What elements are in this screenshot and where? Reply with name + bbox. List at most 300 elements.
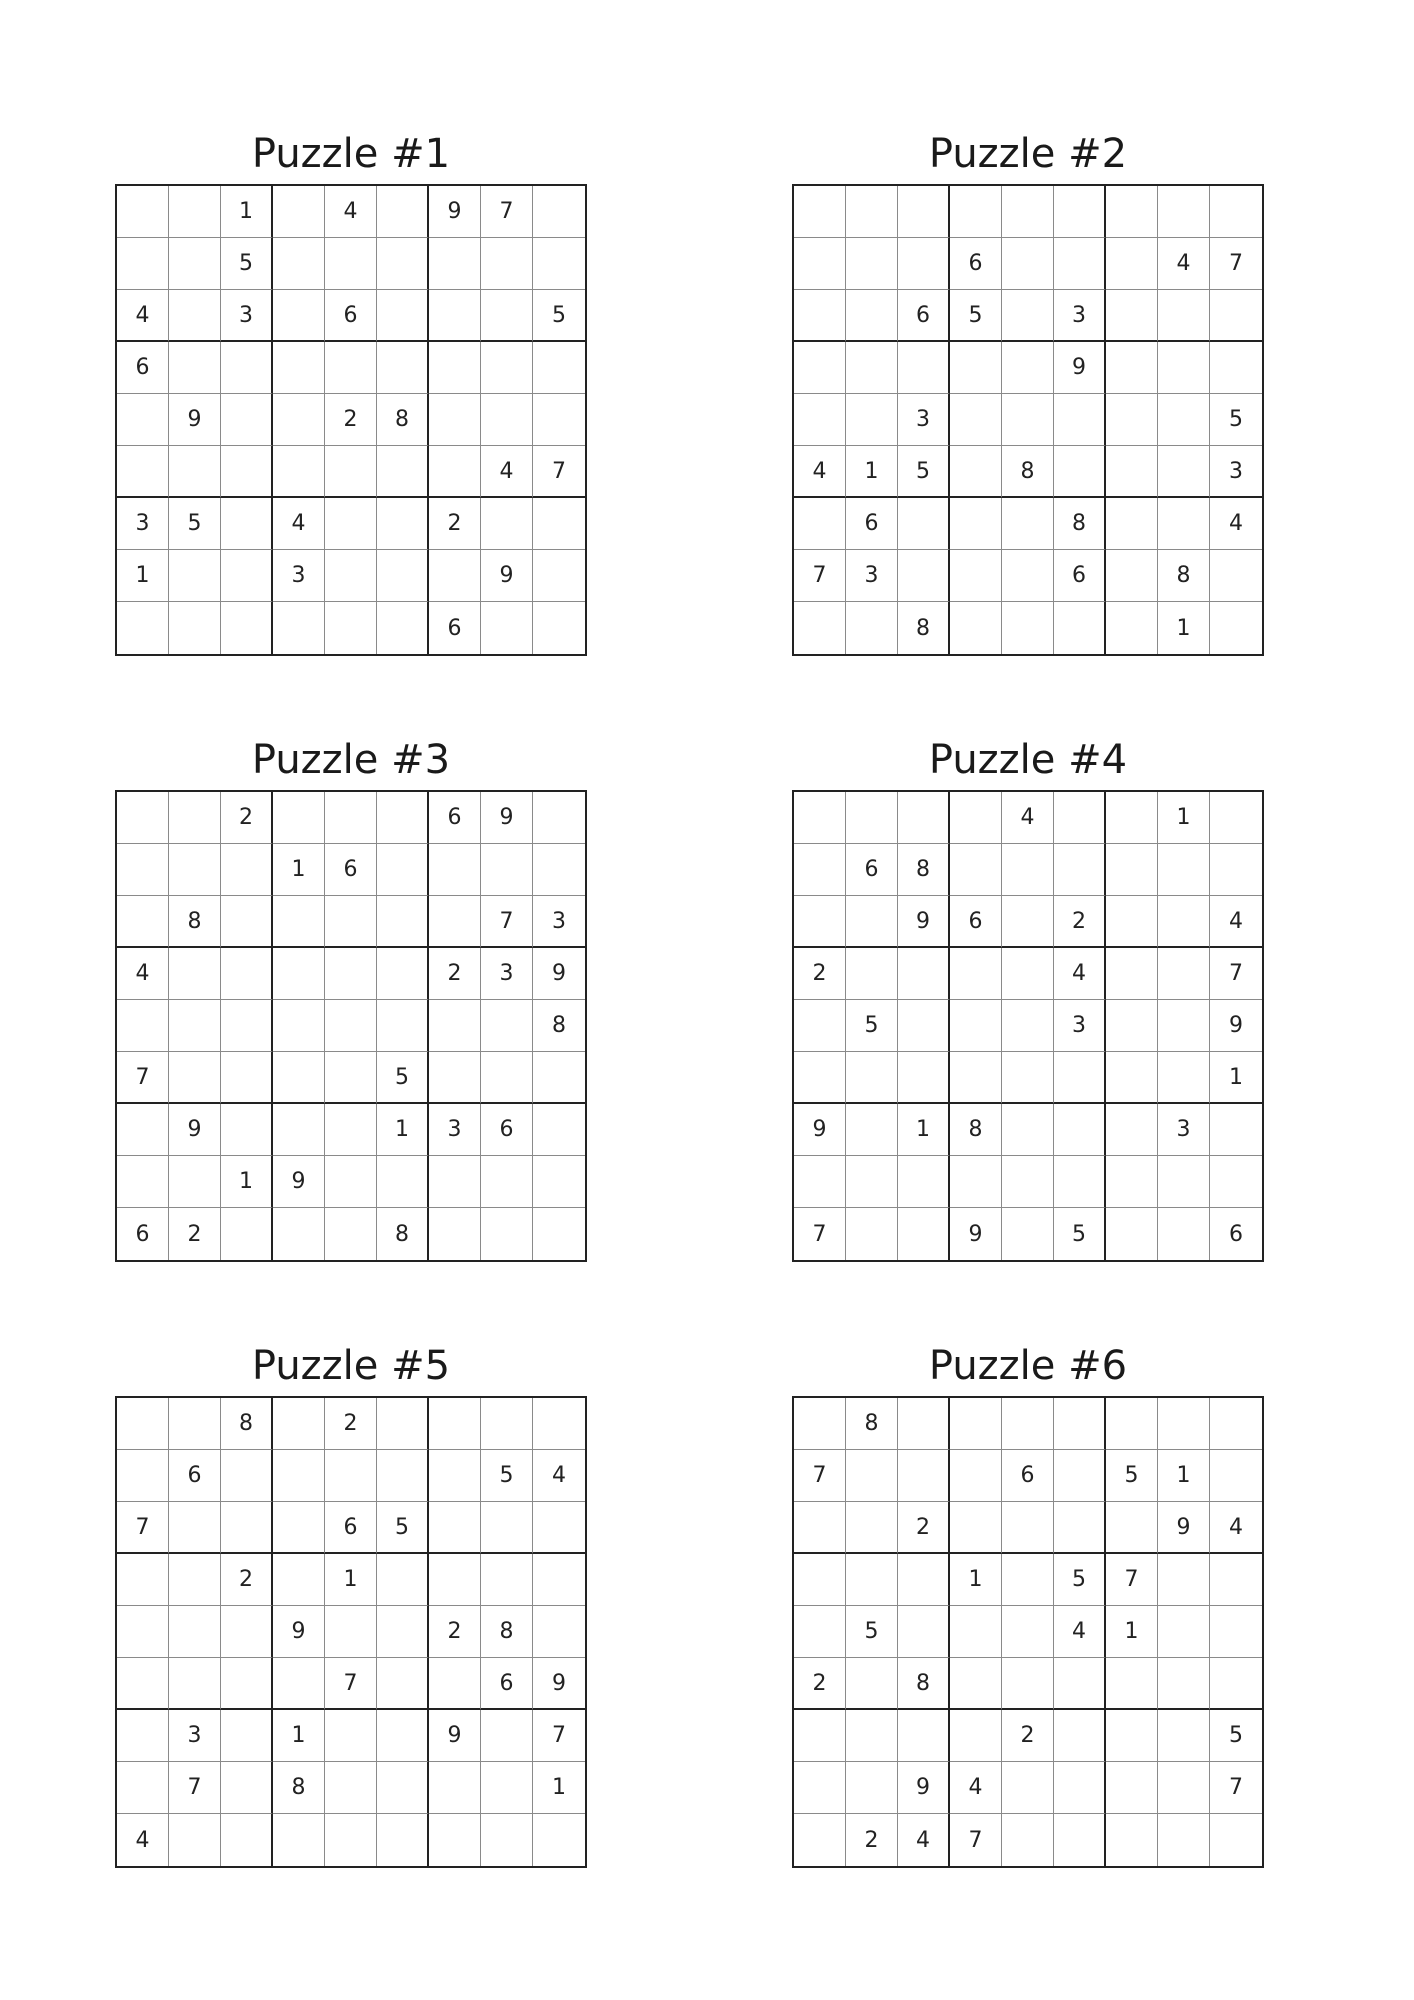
empty-cell[interactable]: [377, 1658, 429, 1710]
empty-cell[interactable]: [1106, 498, 1158, 550]
empty-cell[interactable]: [169, 1502, 221, 1554]
empty-cell[interactable]: [221, 602, 273, 654]
empty-cell[interactable]: [273, 1450, 325, 1502]
empty-cell[interactable]: [846, 1156, 898, 1208]
empty-cell[interactable]: [1054, 186, 1106, 238]
empty-cell[interactable]: [1210, 844, 1262, 896]
empty-cell[interactable]: [117, 896, 169, 948]
empty-cell[interactable]: [1106, 186, 1158, 238]
empty-cell[interactable]: [1158, 186, 1210, 238]
empty-cell[interactable]: [325, 1156, 377, 1208]
empty-cell[interactable]: [794, 844, 846, 896]
empty-cell[interactable]: [794, 1502, 846, 1554]
empty-cell[interactable]: [221, 1814, 273, 1866]
empty-cell[interactable]: [794, 1398, 846, 1450]
empty-cell[interactable]: [1002, 394, 1054, 446]
empty-cell[interactable]: [377, 1398, 429, 1450]
empty-cell[interactable]: [846, 1710, 898, 1762]
empty-cell[interactable]: [1158, 342, 1210, 394]
empty-cell[interactable]: [1106, 550, 1158, 602]
empty-cell[interactable]: [481, 1710, 533, 1762]
empty-cell[interactable]: [950, 1000, 1002, 1052]
empty-cell[interactable]: [117, 446, 169, 498]
empty-cell[interactable]: [794, 1052, 846, 1104]
empty-cell[interactable]: [950, 948, 1002, 1000]
empty-cell[interactable]: [169, 1606, 221, 1658]
empty-cell[interactable]: [950, 446, 1002, 498]
empty-cell[interactable]: [325, 1450, 377, 1502]
empty-cell[interactable]: [1158, 948, 1210, 1000]
empty-cell[interactable]: [1158, 1814, 1210, 1866]
empty-cell[interactable]: [169, 446, 221, 498]
empty-cell[interactable]: [221, 1052, 273, 1104]
empty-cell[interactable]: [429, 238, 481, 290]
empty-cell[interactable]: [898, 1450, 950, 1502]
empty-cell[interactable]: [1054, 446, 1106, 498]
empty-cell[interactable]: [1002, 1104, 1054, 1156]
empty-cell[interactable]: [898, 1554, 950, 1606]
empty-cell[interactable]: [898, 948, 950, 1000]
empty-cell[interactable]: [325, 1000, 377, 1052]
empty-cell[interactable]: [1002, 550, 1054, 602]
empty-cell[interactable]: [221, 896, 273, 948]
empty-cell[interactable]: [169, 1052, 221, 1104]
empty-cell[interactable]: [846, 1502, 898, 1554]
empty-cell[interactable]: [1054, 1398, 1106, 1450]
empty-cell[interactable]: [117, 1450, 169, 1502]
empty-cell[interactable]: [1210, 342, 1262, 394]
empty-cell[interactable]: [429, 550, 481, 602]
empty-cell[interactable]: [169, 1554, 221, 1606]
empty-cell[interactable]: [533, 602, 585, 654]
empty-cell[interactable]: [221, 1000, 273, 1052]
empty-cell[interactable]: [429, 394, 481, 446]
empty-cell[interactable]: [117, 1762, 169, 1814]
empty-cell[interactable]: [1106, 446, 1158, 498]
empty-cell[interactable]: [377, 186, 429, 238]
empty-cell[interactable]: [1054, 1658, 1106, 1710]
empty-cell[interactable]: [1210, 1814, 1262, 1866]
empty-cell[interactable]: [325, 896, 377, 948]
empty-cell[interactable]: [1210, 1156, 1262, 1208]
empty-cell[interactable]: [1054, 1710, 1106, 1762]
empty-cell[interactable]: [1002, 1606, 1054, 1658]
empty-cell[interactable]: [1210, 186, 1262, 238]
empty-cell[interactable]: [1158, 1762, 1210, 1814]
empty-cell[interactable]: [1106, 1762, 1158, 1814]
empty-cell[interactable]: [898, 498, 950, 550]
empty-cell[interactable]: [273, 238, 325, 290]
empty-cell[interactable]: [794, 186, 846, 238]
empty-cell[interactable]: [117, 602, 169, 654]
empty-cell[interactable]: [273, 1658, 325, 1710]
empty-cell[interactable]: [221, 446, 273, 498]
empty-cell[interactable]: [325, 342, 377, 394]
empty-cell[interactable]: [169, 844, 221, 896]
empty-cell[interactable]: [1106, 1052, 1158, 1104]
empty-cell[interactable]: [481, 238, 533, 290]
empty-cell[interactable]: [169, 792, 221, 844]
empty-cell[interactable]: [117, 238, 169, 290]
empty-cell[interactable]: [1210, 1104, 1262, 1156]
empty-cell[interactable]: [273, 896, 325, 948]
empty-cell[interactable]: [117, 1606, 169, 1658]
empty-cell[interactable]: [169, 1814, 221, 1866]
empty-cell[interactable]: [1002, 1052, 1054, 1104]
empty-cell[interactable]: [273, 342, 325, 394]
empty-cell[interactable]: [950, 1502, 1002, 1554]
empty-cell[interactable]: [898, 550, 950, 602]
empty-cell[interactable]: [898, 1710, 950, 1762]
empty-cell[interactable]: [1106, 896, 1158, 948]
empty-cell[interactable]: [325, 446, 377, 498]
empty-cell[interactable]: [429, 342, 481, 394]
empty-cell[interactable]: [533, 1554, 585, 1606]
empty-cell[interactable]: [325, 1710, 377, 1762]
empty-cell[interactable]: [898, 1052, 950, 1104]
empty-cell[interactable]: [794, 1554, 846, 1606]
empty-cell[interactable]: [1054, 792, 1106, 844]
empty-cell[interactable]: [221, 498, 273, 550]
empty-cell[interactable]: [325, 1814, 377, 1866]
empty-cell[interactable]: [533, 342, 585, 394]
empty-cell[interactable]: [533, 186, 585, 238]
empty-cell[interactable]: [1054, 1502, 1106, 1554]
empty-cell[interactable]: [1002, 1554, 1054, 1606]
empty-cell[interactable]: [169, 602, 221, 654]
empty-cell[interactable]: [1002, 1208, 1054, 1260]
empty-cell[interactable]: [846, 948, 898, 1000]
empty-cell[interactable]: [429, 1398, 481, 1450]
empty-cell[interactable]: [117, 1554, 169, 1606]
empty-cell[interactable]: [950, 1398, 1002, 1450]
empty-cell[interactable]: [169, 1156, 221, 1208]
empty-cell[interactable]: [1158, 1658, 1210, 1710]
empty-cell[interactable]: [169, 1658, 221, 1710]
empty-cell[interactable]: [1158, 896, 1210, 948]
empty-cell[interactable]: [846, 186, 898, 238]
empty-cell[interactable]: [377, 1156, 429, 1208]
empty-cell[interactable]: [429, 446, 481, 498]
empty-cell[interactable]: [325, 948, 377, 1000]
empty-cell[interactable]: [1158, 498, 1210, 550]
empty-cell[interactable]: [1054, 1814, 1106, 1866]
empty-cell[interactable]: [273, 1502, 325, 1554]
empty-cell[interactable]: [1106, 792, 1158, 844]
empty-cell[interactable]: [533, 1814, 585, 1866]
empty-cell[interactable]: [950, 342, 1002, 394]
empty-cell[interactable]: [377, 844, 429, 896]
empty-cell[interactable]: [169, 290, 221, 342]
empty-cell[interactable]: [117, 1104, 169, 1156]
empty-cell[interactable]: [481, 1502, 533, 1554]
empty-cell[interactable]: [1002, 1398, 1054, 1450]
empty-cell[interactable]: [1002, 1502, 1054, 1554]
empty-cell[interactable]: [377, 1762, 429, 1814]
empty-cell[interactable]: [273, 602, 325, 654]
empty-cell[interactable]: [1054, 1156, 1106, 1208]
empty-cell[interactable]: [1002, 186, 1054, 238]
empty-cell[interactable]: [898, 792, 950, 844]
empty-cell[interactable]: [533, 1104, 585, 1156]
empty-cell[interactable]: [117, 1658, 169, 1710]
empty-cell[interactable]: [794, 498, 846, 550]
empty-cell[interactable]: [533, 394, 585, 446]
empty-cell[interactable]: [481, 1156, 533, 1208]
empty-cell[interactable]: [273, 1104, 325, 1156]
empty-cell[interactable]: [794, 792, 846, 844]
empty-cell[interactable]: [794, 1000, 846, 1052]
empty-cell[interactable]: [429, 896, 481, 948]
empty-cell[interactable]: [429, 1554, 481, 1606]
empty-cell[interactable]: [950, 1606, 1002, 1658]
empty-cell[interactable]: [898, 1000, 950, 1052]
empty-cell[interactable]: [481, 1052, 533, 1104]
empty-cell[interactable]: [325, 498, 377, 550]
empty-cell[interactable]: [221, 1762, 273, 1814]
empty-cell[interactable]: [221, 1450, 273, 1502]
empty-cell[interactable]: [429, 1450, 481, 1502]
empty-cell[interactable]: [325, 1104, 377, 1156]
empty-cell[interactable]: [950, 602, 1002, 654]
empty-cell[interactable]: [1106, 1502, 1158, 1554]
empty-cell[interactable]: [1106, 1814, 1158, 1866]
empty-cell[interactable]: [950, 1710, 1002, 1762]
empty-cell[interactable]: [1054, 602, 1106, 654]
empty-cell[interactable]: [273, 1052, 325, 1104]
empty-cell[interactable]: [481, 1554, 533, 1606]
empty-cell[interactable]: [533, 1606, 585, 1658]
empty-cell[interactable]: [429, 1052, 481, 1104]
empty-cell[interactable]: [846, 1762, 898, 1814]
empty-cell[interactable]: [794, 1606, 846, 1658]
empty-cell[interactable]: [273, 948, 325, 1000]
empty-cell[interactable]: [429, 1502, 481, 1554]
empty-cell[interactable]: [1002, 896, 1054, 948]
empty-cell[interactable]: [481, 290, 533, 342]
empty-cell[interactable]: [1002, 602, 1054, 654]
empty-cell[interactable]: [1158, 394, 1210, 446]
empty-cell[interactable]: [117, 1000, 169, 1052]
empty-cell[interactable]: [533, 1052, 585, 1104]
empty-cell[interactable]: [1106, 394, 1158, 446]
empty-cell[interactable]: [481, 342, 533, 394]
empty-cell[interactable]: [1002, 1658, 1054, 1710]
empty-cell[interactable]: [273, 1000, 325, 1052]
empty-cell[interactable]: [325, 1208, 377, 1260]
empty-cell[interactable]: [1106, 1208, 1158, 1260]
empty-cell[interactable]: [1158, 1710, 1210, 1762]
empty-cell[interactable]: [117, 394, 169, 446]
empty-cell[interactable]: [325, 1762, 377, 1814]
empty-cell[interactable]: [221, 844, 273, 896]
empty-cell[interactable]: [377, 342, 429, 394]
empty-cell[interactable]: [794, 342, 846, 394]
empty-cell[interactable]: [429, 1658, 481, 1710]
empty-cell[interactable]: [898, 342, 950, 394]
empty-cell[interactable]: [950, 1450, 1002, 1502]
empty-cell[interactable]: [533, 498, 585, 550]
empty-cell[interactable]: [169, 948, 221, 1000]
empty-cell[interactable]: [794, 1710, 846, 1762]
empty-cell[interactable]: [1106, 238, 1158, 290]
empty-cell[interactable]: [169, 186, 221, 238]
empty-cell[interactable]: [377, 550, 429, 602]
empty-cell[interactable]: [377, 896, 429, 948]
empty-cell[interactable]: [481, 1000, 533, 1052]
empty-cell[interactable]: [1106, 1658, 1158, 1710]
empty-cell[interactable]: [429, 1208, 481, 1260]
empty-cell[interactable]: [846, 290, 898, 342]
empty-cell[interactable]: [1002, 844, 1054, 896]
empty-cell[interactable]: [325, 602, 377, 654]
empty-cell[interactable]: [377, 1710, 429, 1762]
empty-cell[interactable]: [1054, 1762, 1106, 1814]
empty-cell[interactable]: [898, 1208, 950, 1260]
empty-cell[interactable]: [481, 1208, 533, 1260]
empty-cell[interactable]: [898, 1398, 950, 1450]
empty-cell[interactable]: [169, 238, 221, 290]
empty-cell[interactable]: [1054, 238, 1106, 290]
empty-cell[interactable]: [481, 1398, 533, 1450]
empty-cell[interactable]: [481, 844, 533, 896]
empty-cell[interactable]: [533, 1398, 585, 1450]
empty-cell[interactable]: [950, 394, 1002, 446]
empty-cell[interactable]: [1106, 948, 1158, 1000]
empty-cell[interactable]: [846, 1450, 898, 1502]
empty-cell[interactable]: [117, 1398, 169, 1450]
empty-cell[interactable]: [1002, 1814, 1054, 1866]
empty-cell[interactable]: [273, 446, 325, 498]
empty-cell[interactable]: [950, 1052, 1002, 1104]
empty-cell[interactable]: [377, 792, 429, 844]
empty-cell[interactable]: [273, 792, 325, 844]
empty-cell[interactable]: [377, 498, 429, 550]
empty-cell[interactable]: [377, 1450, 429, 1502]
empty-cell[interactable]: [429, 1000, 481, 1052]
empty-cell[interactable]: [429, 290, 481, 342]
empty-cell[interactable]: [1002, 290, 1054, 342]
empty-cell[interactable]: [117, 1156, 169, 1208]
empty-cell[interactable]: [117, 844, 169, 896]
empty-cell[interactable]: [1002, 948, 1054, 1000]
empty-cell[interactable]: [221, 1208, 273, 1260]
empty-cell[interactable]: [898, 186, 950, 238]
empty-cell[interactable]: [950, 1156, 1002, 1208]
empty-cell[interactable]: [325, 238, 377, 290]
empty-cell[interactable]: [273, 186, 325, 238]
empty-cell[interactable]: [481, 1762, 533, 1814]
empty-cell[interactable]: [1210, 602, 1262, 654]
empty-cell[interactable]: [169, 342, 221, 394]
empty-cell[interactable]: [846, 792, 898, 844]
empty-cell[interactable]: [533, 1208, 585, 1260]
empty-cell[interactable]: [1002, 238, 1054, 290]
empty-cell[interactable]: [221, 550, 273, 602]
empty-cell[interactable]: [377, 1000, 429, 1052]
empty-cell[interactable]: [1002, 1156, 1054, 1208]
empty-cell[interactable]: [221, 1606, 273, 1658]
empty-cell[interactable]: [794, 238, 846, 290]
empty-cell[interactable]: [846, 394, 898, 446]
empty-cell[interactable]: [169, 550, 221, 602]
empty-cell[interactable]: [950, 498, 1002, 550]
empty-cell[interactable]: [221, 1104, 273, 1156]
empty-cell[interactable]: [325, 1052, 377, 1104]
empty-cell[interactable]: [533, 844, 585, 896]
empty-cell[interactable]: [169, 1398, 221, 1450]
empty-cell[interactable]: [429, 844, 481, 896]
empty-cell[interactable]: [846, 1052, 898, 1104]
empty-cell[interactable]: [377, 238, 429, 290]
empty-cell[interactable]: [221, 948, 273, 1000]
empty-cell[interactable]: [1054, 394, 1106, 446]
empty-cell[interactable]: [794, 1814, 846, 1866]
empty-cell[interactable]: [377, 602, 429, 654]
empty-cell[interactable]: [794, 394, 846, 446]
empty-cell[interactable]: [481, 602, 533, 654]
empty-cell[interactable]: [1054, 1104, 1106, 1156]
empty-cell[interactable]: [898, 1606, 950, 1658]
empty-cell[interactable]: [481, 394, 533, 446]
empty-cell[interactable]: [325, 1606, 377, 1658]
empty-cell[interactable]: [533, 792, 585, 844]
empty-cell[interactable]: [846, 896, 898, 948]
empty-cell[interactable]: [846, 1208, 898, 1260]
empty-cell[interactable]: [1158, 1606, 1210, 1658]
empty-cell[interactable]: [533, 550, 585, 602]
empty-cell[interactable]: [481, 498, 533, 550]
empty-cell[interactable]: [1106, 1398, 1158, 1450]
empty-cell[interactable]: [377, 948, 429, 1000]
empty-cell[interactable]: [273, 1208, 325, 1260]
empty-cell[interactable]: [846, 342, 898, 394]
empty-cell[interactable]: [1106, 1104, 1158, 1156]
empty-cell[interactable]: [221, 1502, 273, 1554]
empty-cell[interactable]: [794, 290, 846, 342]
empty-cell[interactable]: [794, 602, 846, 654]
empty-cell[interactable]: [117, 1710, 169, 1762]
empty-cell[interactable]: [794, 1762, 846, 1814]
empty-cell[interactable]: [1054, 1052, 1106, 1104]
empty-cell[interactable]: [1158, 290, 1210, 342]
empty-cell[interactable]: [950, 844, 1002, 896]
empty-cell[interactable]: [377, 446, 429, 498]
empty-cell[interactable]: [1210, 1606, 1262, 1658]
empty-cell[interactable]: [898, 1156, 950, 1208]
empty-cell[interactable]: [794, 896, 846, 948]
empty-cell[interactable]: [533, 1502, 585, 1554]
empty-cell[interactable]: [1158, 1554, 1210, 1606]
empty-cell[interactable]: [846, 1104, 898, 1156]
empty-cell[interactable]: [533, 1156, 585, 1208]
empty-cell[interactable]: [1158, 1000, 1210, 1052]
empty-cell[interactable]: [273, 290, 325, 342]
empty-cell[interactable]: [1002, 342, 1054, 394]
empty-cell[interactable]: [429, 1762, 481, 1814]
empty-cell[interactable]: [950, 186, 1002, 238]
empty-cell[interactable]: [1106, 844, 1158, 896]
empty-cell[interactable]: [325, 792, 377, 844]
empty-cell[interactable]: [221, 1658, 273, 1710]
empty-cell[interactable]: [898, 238, 950, 290]
empty-cell[interactable]: [1054, 844, 1106, 896]
empty-cell[interactable]: [169, 1000, 221, 1052]
empty-cell[interactable]: [846, 1554, 898, 1606]
empty-cell[interactable]: [1210, 1658, 1262, 1710]
empty-cell[interactable]: [1106, 1156, 1158, 1208]
empty-cell[interactable]: [846, 238, 898, 290]
